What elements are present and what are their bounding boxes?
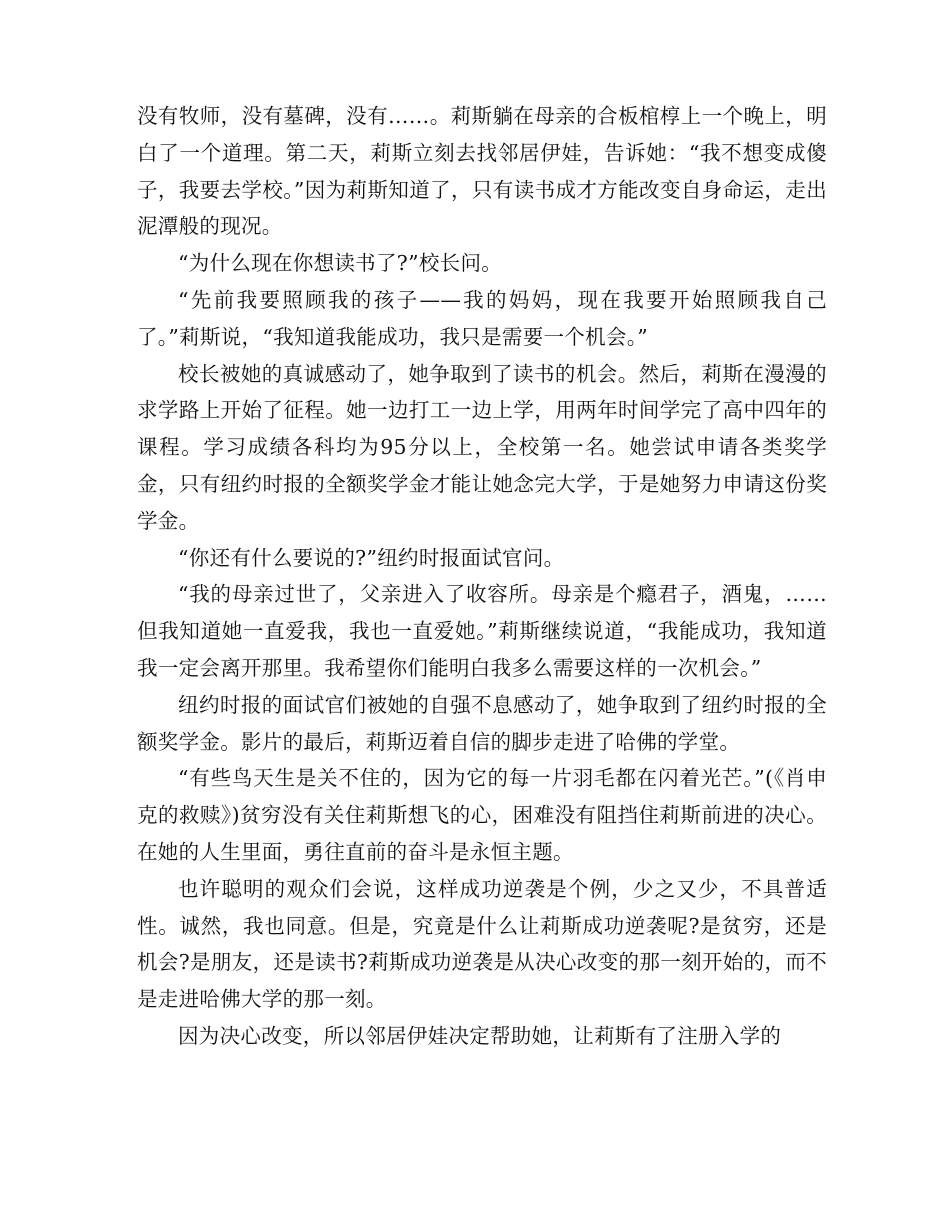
paragraph-4: 校长被她的真诚感动了，她争取到了读书的机会。然后，莉斯在漫漫的求学路上开始了征程。她一边打工一边上学，用两年时间学完了高中四年的课程。学习成绩各科均为95分以上，全校第一名。她尝试申请各类奖学金，只有纽约时报的全额奖学金才能让她念完大学，于是她努力申请这份奖学金。 — [137, 361, 827, 533]
paragraph-1: 没有牧师，没有墓碑，没有……。莉斯躺在母亲的合板棺椁上一个晚上，明白了一个道理。第二天，莉斯立刻去找邻居伊娃，告诉她：“我不想变成傻子，我要去学校。”因为莉斯知道了，只有读书成才方能改变自身命运，走出泥潭般的现况。 — [137, 104, 827, 239]
paragraph-6: “我的母亲过世了，父亲进入了收容所。母亲是个瘾君子，酒鬼，……但我知道她一直爱我，我也一直爱她。”莉斯继续说道，“我能成功，我知道我一定会离开那里。我希望你们能明白我多么需要这样的一次机会。” — [137, 582, 827, 680]
paragraph-8: “有些鸟天生是关不住的，因为它的每一片羽毛都在闪着光芒。”(《肖申克的救赎》)贫穷没有关住莉斯想飞的心，困难没有阻挡住莉斯前进的决心。在她的人生里面，勇往直前的奋斗是永恒主题。 — [137, 766, 827, 864]
paragraph-9: 也许聪明的观众们会说，这样成功逆袭是个例，少之又少，不具普适性。诚然，我也同意。但是，究竟是什么让莉斯成功逆袭呢?是贫穷，还是机会?是朋友，还是读书?莉斯成功逆袭是从决心改变的那一刻开始的，而不是走进哈佛大学的那一刻。 — [137, 876, 827, 1012]
paragraph-10: 因为决心改变，所以邻居伊娃决定帮助她，让莉斯有了注册入学的 — [178, 1023, 782, 1048]
paragraph-5: “你还有什么要说的?”纽约时报面试官问。 — [178, 545, 565, 570]
document-page — [137, 98, 827, 1055]
paragraph-7: 纽约时报的面试官们被她的自强不息感动了，她争取到了纽约时报的全额奖学金。影片的最后，莉斯迈着自信的脚步走进了哈佛的学堂。 — [137, 692, 827, 754]
paragraph-2: “为什么现在你想读书了?”校长问。 — [178, 251, 503, 276]
paragraph-3: “先前我要照顾我的孩子——我的妈妈，现在我要开始照顾我自己了。”莉斯说，“我知道我能成功，我只是需要一个机会。” — [137, 287, 827, 349]
